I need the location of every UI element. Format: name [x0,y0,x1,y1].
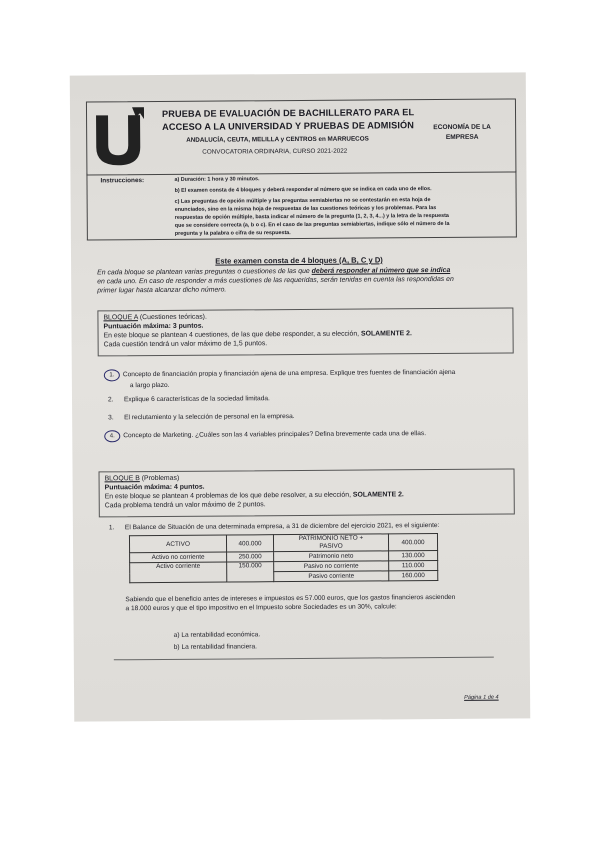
ac-value: 150.000 [227,562,274,582]
call-line: CONVOCATORIA ORDINARIA, CURSO 2021-2022 [202,147,348,156]
subject-label [422,123,502,144]
block-b-rule-2: Cada problema tendrá un valor máximo de 2 puntos. [104,501,266,510]
question-4 [104,428,508,443]
exam-heading: Este examen consta de 4 bloques (A, B, C y D) [215,255,383,266]
instruction-c5: pregunta y la palabra o cifra de su respuesta. [174,230,291,237]
problem-1-number: 1. [108,524,115,532]
question-4-number: 4. [104,430,120,442]
block-b-rule-1a: En este bloque se plantean 4 problemas de los que debe resolver, a su elección, [104,491,353,501]
instruction-c3: respuestas de opción múltiple, basta indicar el número de la pregunta (1, 2, 3, 4...) y la letra de la respuesta [174,212,449,221]
instruction-c1: c) Las preguntas de opción múltiple y las preguntas semiabiertas no se contestarán en esta hoja de [174,197,431,205]
subject-line-2: EMPRESA [445,133,479,141]
pn-pasivo-header-1: PATRIMONIO NETO + [298,534,364,543]
anc-value: 250.000 [227,552,274,562]
question-2-text: Explique 6 características de la sociedad limitada. [123,395,270,404]
pnc-label: Pasivo no corriente [274,561,389,572]
question-3-number: 3. [108,414,114,422]
pn-value: 130.000 [389,551,438,561]
pn-pasivo-header [273,534,388,552]
block-b-title-rest: (Problemas) [139,474,180,483]
intro-line-1b: deberá responder al número que se indica [311,266,451,275]
problem-1 [105,521,509,533]
block-b-score: Puntuación máxima: 4 puntos. [104,483,205,492]
pnc-value: 110.000 [389,561,438,571]
block-a-score: Puntuación máxima: 3 puntos. [103,322,204,331]
question-1-text: Concepto de financiación propia y financiación ajena de una empresa. Explique tres fuentes de financiación ajena [122,368,456,379]
pn-label: Patrimonio neto [274,551,389,562]
problem-1-statement [125,592,517,613]
divider-line [114,657,494,661]
intro-line-2: en cada uno. En caso de responder a más cuestiones de las requeridas, serán tenidas en cuenta las respondidas en [97,275,454,286]
instruction-a: a) Duración: 1 hora y 30 minutos. [174,176,260,183]
pn-pasivo-total: 400.000 [388,534,437,551]
question-2-number: 2. [107,396,114,404]
question-3 [104,411,508,423]
question-2 [104,393,508,405]
block-a-title-rest: (Cuestiones teóricas). [137,313,207,322]
instruction-c4: que se considere correcta (a, b o c). En el caso de las preguntas semiabiertas, indique sólo el número de la [174,220,450,229]
block-b-title: BLOQUE B [104,475,140,483]
question-1-text-2: a largo plazo. [129,381,170,390]
page-number: Página 1 de 4 [464,694,499,701]
table-row [129,534,437,553]
pn-pasivo-header-2: PASIVO [319,542,343,550]
instruction-c2: enunciados, sino en la misma hoja de respuestas de las cuestiones teóricas y los problemas. Para las [174,205,437,213]
instruction-b: b) El examen consta de 4 bloques y deberá responder al número que se indica en cada uno de ellos. [174,186,432,194]
balance-table [129,533,438,583]
ac-label: Activo corriente [130,562,227,583]
problem-1-text: El Balance de Situación de una determinada empresa, a 31 de diciembre del ejercicio 2021, es el siguiente: [124,522,440,532]
block-a-title: BLOQUE A [103,314,138,322]
region-line: ANDALUCÍA, CEUTA, MELILLA y CENTROS en MARRUECOS [186,135,369,144]
exam-intro [97,266,511,296]
block-a-rule-2: Cada cuestión tendrá un valor máximo de 1,5 puntos. [103,340,268,349]
question-4-text: Concepto de Marketing. ¿Cuáles son las 4 variables principales? Defina brevemente cada una de ellas. [123,430,427,440]
activo-header: ACTIVO [129,535,226,553]
problem-1-after-1: Sabiendo que el beneficio antes de intereses e impuestos es 57.000 euros, que los gastos financieros ascienden [125,593,456,604]
title-line-1: PRUEBA DE EVALUACIÓN DE BACHILLERATO PARA EL [161,107,415,119]
block-b-rule-1b: SOLAMENTE 2. [352,491,404,499]
problem-1-part-a: a) La rentabilidad económica. [173,631,261,639]
question-1 [104,367,508,391]
block-a-rule-1a: En este bloque se plantean 4 cuestiones, de las que debe responder, a su elección, [103,330,362,340]
intro-line-1a: En cada bloque se plantean varias preguntas o cuestiones de las que [97,267,312,277]
intro-line-3: primer lugar hasta alcanzar dicho número. [97,286,227,295]
exam-sheet [70,72,530,721]
instructions-label: Instrucciones: [100,177,145,185]
problem-1-after-2: a 18.000 euros y que el tipo impositivo en el Impuesto sobre Sociedades es un 30%, calcule: [125,603,397,613]
anc-label: Activo no corriente [130,552,227,563]
block-b-header [105,472,509,511]
title-line-2: ACCESO A LA UNIVERSIDAD Y PRUEBAS DE ADMISIÓN [162,120,415,132]
activo-total: 400.000 [226,535,273,552]
question-1-number: 1. [104,369,120,381]
subject-line-1: ECONOMÍA DE LA [433,123,491,132]
block-a-rule-1b: SOLAMENTE 2. [360,330,412,338]
pc-label: Pasivo corriente [274,571,389,582]
block-a-header [103,311,507,350]
university-logo-icon [92,107,144,167]
pc-value: 160.000 [389,571,438,581]
problem-1-part-b: b) La rentabilidad financiera. [173,643,257,651]
question-3-text: El reclutamiento y la selección de personal en la empresa. [124,413,295,422]
